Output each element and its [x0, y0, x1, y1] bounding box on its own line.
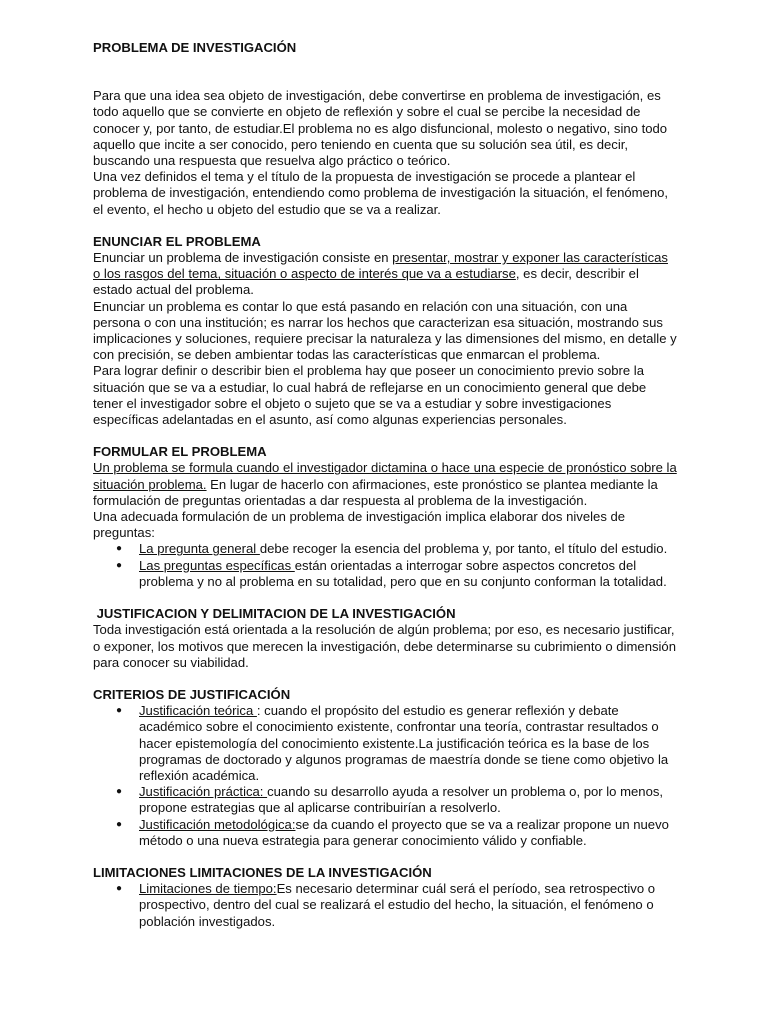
bullet-icon: ● — [116, 883, 123, 895]
document-content — [93, 40, 677, 930]
section-heading-justificacion: JUSTIFICACION Y DELIMITACION DE LA INVESTIGACIÓN — [93, 606, 456, 622]
bullet-term: La pregunta general — [139, 541, 260, 557]
enunciar-paragraph-2: Enunciar un problema es contar lo que está pasando en relación con una situación, con una persona o con una institución; es narrar los hechos que caracterizan esa situación, mostrando sus implicaciones y soluciones, requiere precisar la naturaleza y las dimensiones del mismo, en detalle y con precisión, se deben ambientar todas las características que enmarcan el problema. — [93, 298, 677, 363]
enunciar-p1-pre: Enunciar un problema de investigación consiste en — [93, 250, 393, 266]
list-item — [93, 817, 677, 849]
section-heading-limitaciones: LIMITACIONES LIMITACIONES DE LA INVESTIGACIÓN — [93, 864, 432, 880]
bullet-text: : cuando el propósito del estudio es generar reflexión y debate académico sobre el conocimiento existente, confrontar una teoría, contrastar resultados o hacer epistemología del conocimiento existente.La justificación teórica es la base de los programas de doctorado y algunos programas de maestría donde se tiene como objetivo la reflexión académica. — [139, 703, 669, 783]
bullet-term: Justificación teórica — [139, 703, 257, 719]
section-heading-criterios: CRITERIOS DE JUSTIFICACIÓN — [93, 686, 291, 702]
bullet-text: debe recoger la esencia del problema y, por tanto, el título del estudio. — [259, 541, 668, 557]
list-item — [93, 541, 677, 557]
section-heading-enunciar: ENUNCIAR EL PROBLEMA — [93, 233, 261, 249]
bullet-icon: ● — [116, 559, 123, 571]
enunciar-p1-underlined: presentar, mostrar y exponer las características o los rasgos del tema, situación o aspecto de interés que va a estudiarse — [93, 250, 668, 282]
bullet-text: Es necesario determinar cuál será el período, sea retrospectivo o prospectivo, dentro del cual se realizará el estudio del hecho, la situación, el fenómeno o población investigados. — [139, 881, 656, 929]
bullet-icon: ● — [116, 705, 123, 717]
bullet-icon: ● — [116, 543, 123, 555]
formular-paragraph-2: Una adecuada formulación de un problema de investigación implica elaborar dos niveles de preguntas: — [93, 509, 626, 541]
list-item — [93, 558, 677, 590]
list-item — [93, 881, 677, 930]
bullet-icon: ● — [116, 786, 123, 798]
bullet-term: Las preguntas específicas — [139, 557, 295, 573]
enunciar-paragraph-3: Para lograr definir o describir bien el problema hay que poseer un conocimiento previo sobre la situación que se va a estudiar, lo cual habrá de reflejarse en un conocimiento general que debe tener el investigador sobre el objeto o sujeto que se va a estudiar y sobre investigaciones específicas adelantadas en el asunto, así como algunas experiencias personales. — [93, 363, 647, 428]
enunciar-paragraph-1 — [93, 250, 677, 299]
limitaciones-bullet-list — [93, 881, 677, 930]
bullet-term: Justificación metodológica: — [139, 816, 296, 832]
bullet-text: cuando su desarrollo ayuda a resolver un problema o, por lo menos, propone estrategias que al aplicarse contribuirían a resolverlo. — [139, 784, 664, 816]
formular-p1-underlined: Un problema se formula cuando el investigador dictamina o hace una especie de pronóstico sobre la situación problema. — [93, 460, 677, 492]
bullet-text: se da cuando el proyecto que se va a realizar propone un nuevo método o una nueva estrategia para generar conocimiento válido y confiable. — [139, 816, 669, 848]
intro-paragraph-2: Una vez definidos el tema y el título de la propuesta de investigación se procede a plantear el problema de investigación, entendiendo como problema de investigación la situación, el fenómeno, el evento, el hecho u objeto del estudio que se va a realizar. — [93, 169, 669, 217]
section-heading-formular: FORMULAR EL PROBLEMA — [93, 444, 267, 460]
bullet-term: Limitaciones de tiempo: — [139, 881, 277, 897]
intro-paragraph-1: Para que una idea sea objeto de investigación, debe convertirse en problema de investigación, es todo aquello que se convierte en objeto de reflexión y sobre el cual se percibe la necesidad de conocer y, por tanto, de estudiar.El problema no es algo disfuncional, molesto o negativo, sino todo aquello que incite a ser conocido, pero teniendo en cuenta que su solución sea útil, es decir, buscando una respuesta que resuelva algo práctico o teórico. — [93, 88, 668, 169]
formular-p1-post: En lugar de hacerlo con afirmaciones, este pronóstico se plantea mediante la formulación de preguntas orientadas a dar respuesta al problema de la investigación. — [93, 476, 658, 508]
formular-paragraph-1 — [93, 460, 677, 509]
enunciar-p1-post: , es decir, describir el estado actual del problema. — [93, 266, 639, 298]
formular-bullet-list — [93, 541, 677, 590]
document-title: PROBLEMA DE INVESTIGACIÓN — [93, 40, 297, 55]
bullet-icon: ● — [116, 818, 123, 830]
list-item — [93, 703, 677, 784]
bullet-term: Justificación práctica: — [139, 784, 268, 800]
criterios-bullet-list — [93, 703, 677, 849]
list-item — [93, 784, 677, 816]
bullet-text: están orientadas a interrogar sobre aspectos concretos del problema y no al problema en su totalidad, pero que en su conjunto conforman la totalidad. — [139, 557, 667, 589]
justificacion-paragraph-1: Toda investigación está orientada a la resolución de algún problema; por eso, es necesario justificar, o exponer, los motivos que merecen la investigación, debe determinarse su cubrimiento o dimensión para conocer su viabilidad. — [93, 622, 676, 670]
